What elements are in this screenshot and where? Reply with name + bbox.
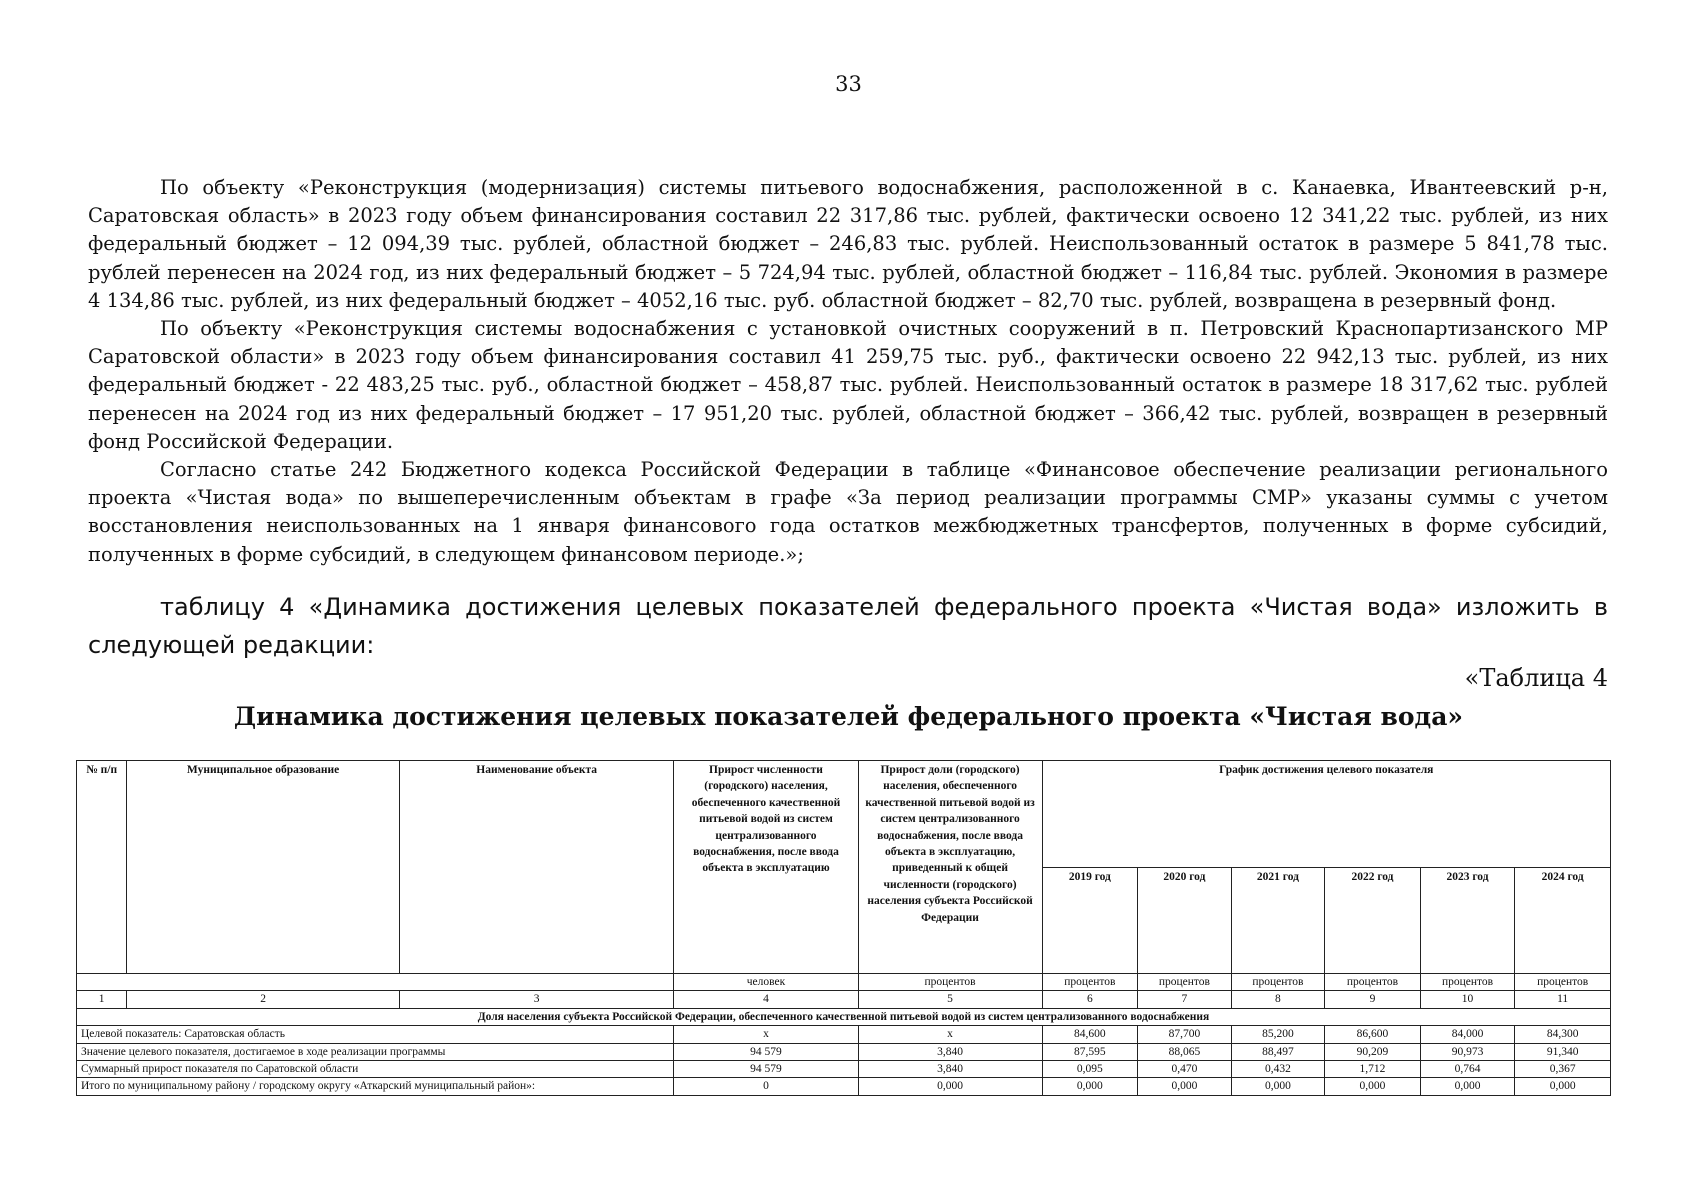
row-value: 0,000	[1042, 1078, 1138, 1095]
unit-cell: процентов	[1515, 974, 1611, 991]
body-text	[88, 174, 1608, 569]
column-number: 7	[1138, 991, 1232, 1008]
row-value: 87,595	[1042, 1043, 1138, 1060]
section-row	[77, 1008, 1611, 1025]
row-value: 90,973	[1420, 1043, 1515, 1060]
paragraph-kanaevka: По объекту «Реконструкция (модернизация) системы питьевого водоснабжения, расположенной в с. Канаевка, Ивантеевский р-н, Саратовская область» в 2023 году объем финансирования составил 22 317,86 тыс. рублей, фактически освоено 12 341,22 тыс. рублей, из них федеральный бюджет – 12 094,39 тыс. рублей, областной бюджет – 246,83 тыс. рублей. Неиспользованный остаток в размере 5 841,78 тыс. рублей перенесен на 2024 год, из них федеральный бюджет – 5 724,94 тыс. рублей, областной бюджет – 116,84 тыс. рублей. Экономия в размере 4 134,86 тыс. рублей, из них федеральный бюджет – 4052,16 тыс. руб. областной бюджет – 82,70 тыс. рублей, возвращена в резервный фонд.	[88, 176, 1608, 312]
header-schedule: График достижения целевого показателя	[1042, 761, 1610, 868]
header-row	[77, 761, 1611, 868]
table-title: Динамика достижения целевых показателей федерального проекта «Чистая вода»	[233, 702, 1464, 731]
header-municipality: Муниципальное образование	[127, 761, 400, 974]
unit-cell: процентов	[1420, 974, 1515, 991]
row-value: 87,700	[1138, 1026, 1232, 1043]
row-value: 84,600	[1042, 1026, 1138, 1043]
row-value: 0,470	[1138, 1061, 1232, 1078]
page-number: 33	[835, 72, 862, 96]
row-value: 0,000	[1325, 1078, 1421, 1095]
unit-cell: процентов	[1325, 974, 1421, 991]
paragraph-petrovsky: По объекту «Реконструкция системы водоснабжения с установкой очистных сооружений в п. Петровский Краснопартизанского МР Саратовской области» в 2023 году объем финансирования составил 41 259,75 тыс. руб., фактически освоено 22 942,13 тыс. рублей, из них федеральный бюджет - 22 483,25 тыс. руб., областной бюджет – 458,87 тыс. рублей. Неиспользованный остаток в размере 18 317,62 тыс. рублей перенесен на 2024 год из них федеральный бюджет – 17 951,20 тыс. рублей, областной бюджет – 366,42 тыс. рублей, возвращен в резервный фонд Российской Федерации.	[88, 317, 1608, 453]
column-number: 10	[1420, 991, 1515, 1008]
table-label: «Таблица 4	[1464, 664, 1608, 692]
row-value: 0,432	[1231, 1061, 1325, 1078]
table-row	[77, 1078, 1611, 1095]
row-value: 0,000	[1420, 1078, 1515, 1095]
indicators-table	[76, 760, 1611, 1096]
row-value: 1,712	[1325, 1061, 1421, 1078]
row-value: 94 579	[674, 1061, 858, 1078]
header-growth-share: Прирост доли (городского) населения, обеспеченного качественной питьевой водой из систем централизованного водоснабжения, после ввода объекта в эксплуатацию, приведенный к общей численности (городского) населения субъекта Российской Федерации	[858, 761, 1042, 974]
row-label: Целевой показатель: Саратовская область	[77, 1026, 674, 1043]
column-number: 1	[77, 991, 127, 1008]
header-object: Наименование объекта	[399, 761, 674, 974]
column-number: 9	[1325, 991, 1421, 1008]
units-row	[77, 974, 1611, 991]
column-number: 5	[858, 991, 1042, 1008]
row-value: x	[674, 1026, 858, 1043]
row-value: x	[858, 1026, 1042, 1043]
unit-cell: процентов	[858, 974, 1042, 991]
column-number: 11	[1515, 991, 1611, 1008]
row-value: 3,840	[858, 1043, 1042, 1060]
row-value: 85,200	[1231, 1026, 1325, 1043]
row-value: 0,000	[1138, 1078, 1232, 1095]
row-value: 0,764	[1420, 1061, 1515, 1078]
header-num: № п/п	[77, 761, 127, 974]
instruction-text	[88, 588, 1608, 664]
row-value: 91,340	[1515, 1043, 1611, 1060]
header-year-2020: 2020 год	[1138, 867, 1232, 974]
row-value: 0,095	[1042, 1061, 1138, 1078]
row-value: 0,000	[858, 1078, 1042, 1095]
row-value: 90,209	[1325, 1043, 1421, 1060]
header-year-2021: 2021 год	[1231, 867, 1325, 974]
column-numbers-row	[77, 991, 1611, 1008]
table-row	[77, 1043, 1611, 1060]
row-value: 0,000	[1515, 1078, 1611, 1095]
column-number: 6	[1042, 991, 1138, 1008]
header-growth-population: Прирост численности (городского) населения, обеспеченного качественной питьевой водой из систем централизованного водоснабжения, после ввода объекта в эксплуатацию	[674, 761, 858, 974]
header-year-2023: 2023 год	[1420, 867, 1515, 974]
header-year-2022: 2022 год	[1325, 867, 1421, 974]
unit-cell: процентов	[1042, 974, 1138, 991]
table-row	[77, 1026, 1611, 1043]
paragraph-budget-code: Согласно статье 242 Бюджетного кодекса Российской Федерации в таблице «Финансовое обеспечение реализации регионального проекта «Чистая вода» по вышеперечисленным объектам в графе «За период реализации программы СМР» указаны суммы с учетом восстановления неиспользованных на 1 января финансового года остатков межбюджетных трансфертов, полученных в форме субсидий, полученных в форме субсидий, в следующем финансовом периоде.»;	[88, 458, 1608, 566]
row-value: 88,065	[1138, 1043, 1232, 1060]
row-value: 0,000	[1231, 1078, 1325, 1095]
unit-cell: процентов	[1231, 974, 1325, 991]
table-row	[77, 1061, 1611, 1078]
row-value: 84,000	[1420, 1026, 1515, 1043]
row-value: 0,367	[1515, 1061, 1611, 1078]
row-value: 88,497	[1231, 1043, 1325, 1060]
row-label: Итого по муниципальному району / городскому округу «Аткарский муниципальный район»:	[77, 1078, 674, 1095]
header-year-2019: 2019 год	[1042, 867, 1138, 974]
header-year-2024: 2024 год	[1515, 867, 1611, 974]
instruction-paragraph: таблицу 4 «Динамика достижения целевых показателей федерального проекта «Чистая вода» изложить в следующей редакции:	[88, 593, 1608, 659]
row-value: 86,600	[1325, 1026, 1421, 1043]
column-number: 3	[399, 991, 674, 1008]
column-number: 8	[1231, 991, 1325, 1008]
row-value: 0	[674, 1078, 858, 1095]
units-empty	[77, 974, 674, 991]
row-label: Значение целевого показателя, достигаемое в ходе реализации программы	[77, 1043, 674, 1060]
row-label: Суммарный прирост показателя по Саратовской области	[77, 1061, 674, 1078]
column-number: 2	[127, 991, 400, 1008]
row-value: 84,300	[1515, 1026, 1611, 1043]
unit-cell: процентов	[1138, 974, 1232, 991]
section-title: Доля населения субъекта Российской Федерации, обеспеченного качественной питьевой водой из систем централизованного водоснабжения	[77, 1008, 1611, 1025]
unit-cell: человек	[674, 974, 858, 991]
column-number: 4	[674, 991, 858, 1008]
row-value: 3,840	[858, 1061, 1042, 1078]
row-value: 94 579	[674, 1043, 858, 1060]
